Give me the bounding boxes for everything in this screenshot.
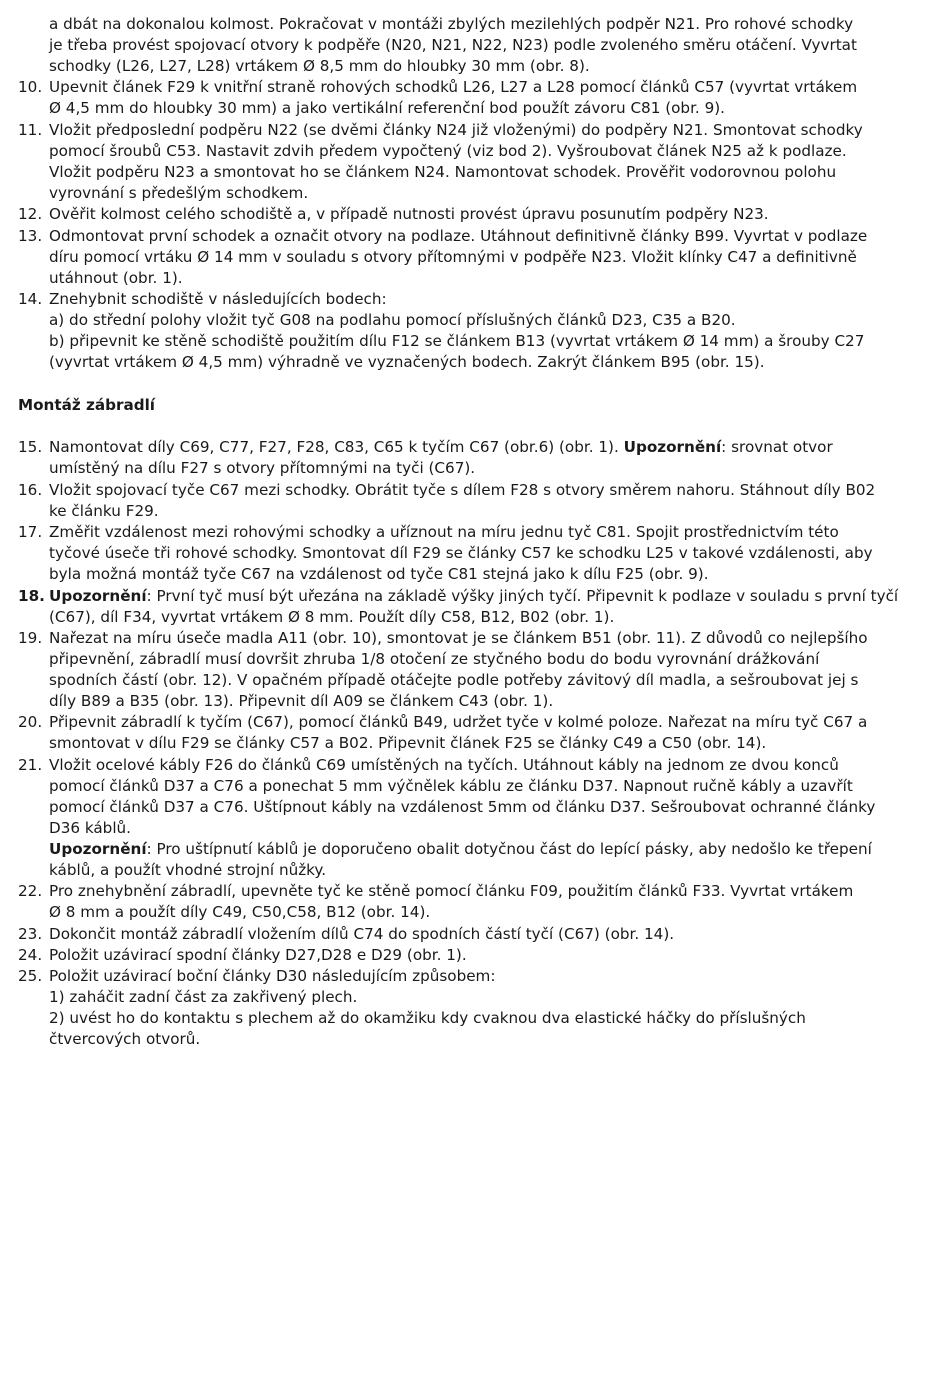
list-item-line: Ø 4,5 mm do hloubky 30 mm) a jako vertikální referenční bod použít závoru C81 (obr. 9). [49,99,725,117]
list-item-line: pomocí článků D37 a C76 a ponechat 5 mm výčnělek káblu ze článku D37. Napnout ručně kábly a uzavřít [49,777,853,795]
list-item-line: (C67), díl F34, vyvrtat vrtákem Ø 8 mm. Použít díly C58, B12, B02 (obr. 1). [49,608,615,626]
list-item-line: Ø 8 mm a použít díly C49, C50,C58, B12 (obr. 14). [49,903,431,921]
list-item-line: díly B89 a B35 (obr. 13). Připevnit díl A09 se článkem C43 (obr. 1). [49,692,554,710]
list-item-line: připevnění, zábradlí musí dovršit zhruba 1/8 otočení ze styčného bodu do bodu vyrovnání drážkování [49,650,820,668]
list-item-line: tyčové úseče tři rohové schodky. Smontovat díl F29 se články C57 ke schodku L25 v takové vzdálenosti, aby [49,544,873,562]
list-item-line [49,437,833,458]
list-item-number: 21. [18,756,43,774]
list-item-number: 14. [18,290,43,308]
warning-label: Upozornění [623,438,722,456]
list-item-line: Vložit ocelové kábly F26 do článků C69 umístěných na tyčích. Utáhnout kábly na jednom ze dvou konců [49,756,839,774]
list-item-line [49,586,898,607]
list-item-line: Vložit předposlední podpěru N22 (se dvěmi články N24 již vloženými) do podpěry N21. Smontovat schodky [49,121,863,139]
text-run: : srovnat otvor [721,438,833,456]
list-item-number: 18. [18,587,45,605]
list-item-number: 13. [18,227,43,245]
list-item-line: Pro znehybnění zábradlí, upevněte tyč ke stěně pomocí článku F09, použitím článků F33. Vyvrtat vrtákem [49,882,854,900]
list-item-line: D36 káblů. [49,819,131,837]
list-item-number: 24. [18,946,43,964]
list-item-line: díru pomocí vrtáku Ø 14 mm v souladu s otvory přítomnými v podpěře N23. Vložit klínky C47 a definitivně [49,248,857,266]
list-item-line: Upevnit článek F29 k vnitřní straně rohových schodků L26, L27 a L28 pomocí článků C57 (vyvrtat vrtákem [49,78,858,96]
list-item-line: umístěný na dílu F27 s otvory přítomnými na tyči (C67). [49,459,476,477]
list-item-number: 10. [18,78,43,96]
list-item-number: 15. [18,438,43,456]
list-item-line: a) do střední polohy vložit tyč G08 na podlahu pomocí příslušných článků D23, C35 a B20. [49,311,736,329]
list-item-line: Znehybnit schodiště v následujících bodech: [49,290,387,308]
list-item-line [49,839,872,860]
list-item-line: Vložit podpěru N23 a smontovat ho se článkem N24. Namontovat schodek. Prověřit vodorovnou polohu [49,163,837,181]
list-item-line: 2) uvést ho do kontaktu s plechem až do okamžiku kdy cvaknou dva elastické háčky do příslušných [49,1009,806,1027]
list-item-line: b) připevnit ke stěně schodiště použitím dílu F12 se článkem B13 (vyvrtat vrtákem Ø 14 mm) a šrouby C27 [49,332,865,350]
list-item-line: Nařezat na míru úseče madla A11 (obr. 10), smontovat je se článkem B51 (obr. 11). Z důvodů co nejlepšího [49,629,868,647]
list-item-line: 1) zaháčit zadní část za zakřivený plech. [49,988,358,1006]
list-item-line: Připevnit zábradlí k tyčím (C67), pomocí článků B49, udržet tyče v kolmé poloze. Nařezat na míru tyč C67 a [49,713,868,731]
list-item-line: Ověřit kolmost celého schodiště a, v případě nutnosti provést úpravu posunutím podpěry N23. [49,205,769,223]
list-item-number: 16. [18,481,43,499]
list-item-line: Vložit spojovací tyče C67 mezi schodky. Obrátit tyče s dílem F28 s otvory směrem nahoru. Stáhnout díly B02 [49,481,876,499]
list-item-number: 19. [18,629,43,647]
warning-label: Upozornění [49,587,147,605]
list-item-line: byla možná montáž tyče C67 na vzdálenost od tyče C81 stejná jako k dílu F25 (obr. 9). [49,565,709,583]
list-item-number: 25. [18,967,43,985]
warning-label: Upozornění [49,840,147,858]
list-item-line: spodních částí (obr. 12). V opačném případě otáčejte podle potřeby závitový díl madla, a sešroubovat jej s [49,671,859,689]
list-item-number: 22. [18,882,43,900]
text-run: Namontovat díly C69, C77, F27, F28, C83, C65 k tyčím C67 (obr.6) (obr. 1). [49,438,624,456]
list-item-line: Položit uzávirací boční články D30 následujícím způsobem: [49,967,496,985]
list-item-line: Odmontovat první schodek a označit otvory na podlaze. Utáhnout definitivně články B99. Vyvrtat v podlaze [49,227,868,245]
list-item-number: 17. [18,523,43,541]
paragraph-line: a dbát na dokonalou kolmost. Pokračovat v montáži zbylých mezilehlých podpěr N21. Pro rohové schodky [49,15,854,33]
section-heading: Montáž zábradlí [18,396,155,414]
list-item-line: utáhnout (obr. 1). [49,269,183,287]
list-item-line: káblů, a použít vhodné strojní nůžky. [49,861,327,879]
list-item-line: čtvercových otvorů. [49,1030,201,1048]
paragraph-line: schodky (L26, L27, L28) vrtákem Ø 8,5 mm do hloubky 30 mm (obr. 8). [49,57,590,75]
text-run: : Pro uštípnutí káblů je doporučeno obalit dotyčnou část do lepící pásky, aby nedošlo ke třepení [146,840,872,858]
list-item-number: 23. [18,925,43,943]
list-item-number: 12. [18,205,43,223]
list-item-line: (vyvrtat vrtákem Ø 4,5 mm) výhradně ve vyznačených bodech. Zakrýt článkem B95 (obr. 15). [49,353,765,371]
list-item-number: 11. [18,121,43,139]
list-item-line: vyrovnání s předešlým schodkem. [49,184,309,202]
list-item-line: pomocí šroubů C53. Nastavit zdvih předem vypočtený (viz bod 2). Vyšroubovat článek N25 až k podlaze. [49,142,847,160]
list-item-line: Dokončit montáž zábradlí vložením dílů C74 do spodních částí tyčí (C67) (obr. 14). [49,925,675,943]
list-item-number: 20. [18,713,43,731]
list-item-line: Změřit vzdálenost mezi rohovými schodky a uříznout na míru jednu tyč C81. Spojit prostřednictvím této [49,523,839,541]
list-item-line: ke článku F29. [49,502,159,520]
list-item-line: pomocí článků D37 a C76. Uštípnout kábly na vzdálenost 5mm od článku D37. Sešroubovat ochranné články [49,798,876,816]
list-item-line: Položit uzávirací spodní články D27,D28 e D29 (obr. 1). [49,946,467,964]
text-run: : První tyč musí být uřezána na základě výšky jiných tyčí. Připevnit k podlaze v souladu s první tyčí [146,587,899,605]
paragraph-line: je třeba provést spojovací otvory k podpěře (N20, N21, N22, N23) podle zvoleného směru otáčení. Vyvrtat [49,36,857,54]
list-item-line: smontovat v dílu F29 se články C57 a B02. Připevnit článek F25 se články C49 a C50 (obr. 14). [49,734,767,752]
